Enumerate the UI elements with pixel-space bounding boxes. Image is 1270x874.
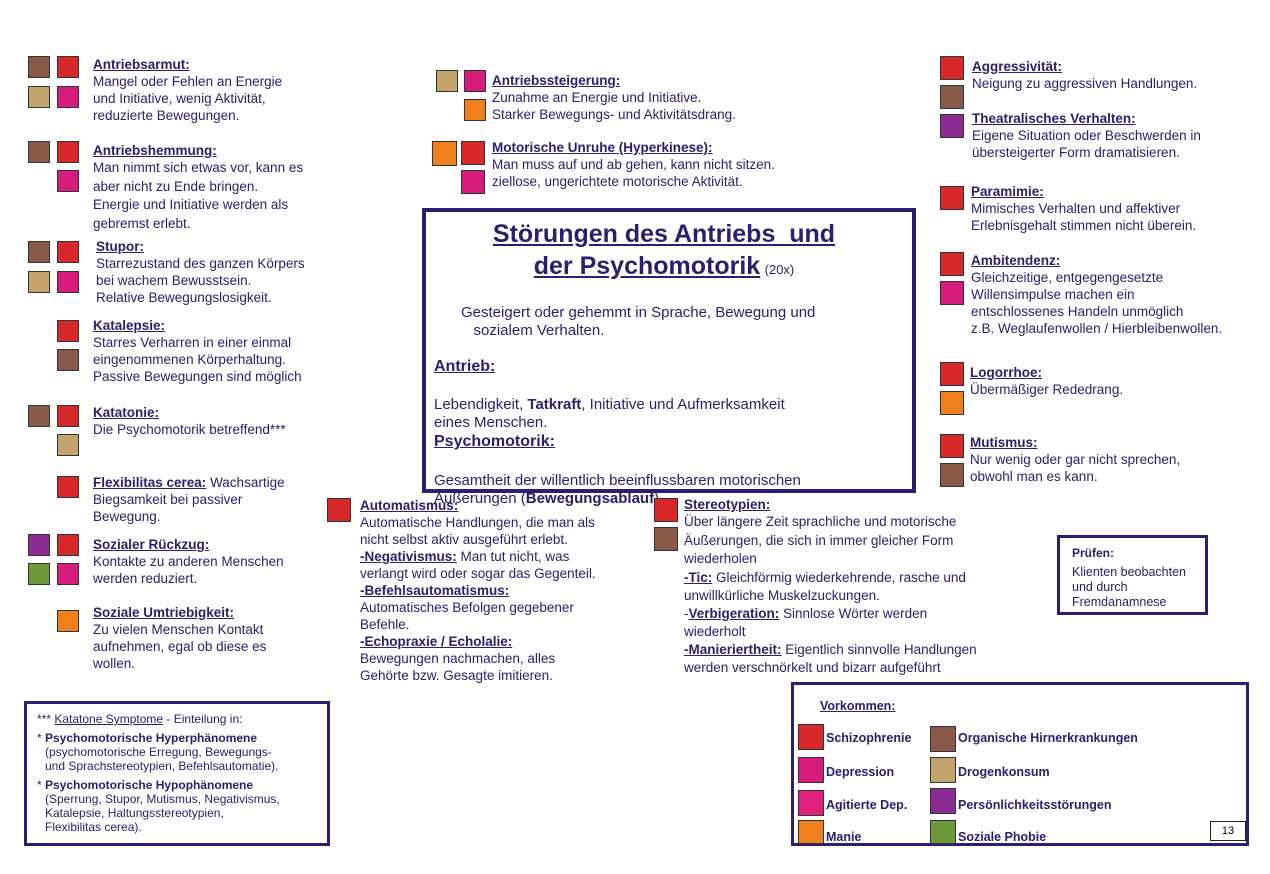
legend-label-persoenlichkeit: Persönlichkeitsstörungen <box>958 798 1112 812</box>
legend-label-manie: Manie <box>826 830 862 844</box>
katatone-header: *** Katatone Symptome - Einteilung in: <box>37 712 243 726</box>
legend-square-schizophrenie <box>327 498 351 522</box>
text-automatismus: Automatische Handlungen, die man als nicht selbst aktiv ausgeführt erlebt. <box>360 515 595 547</box>
antrieb-heading: Antrieb: <box>434 358 496 375</box>
legend-square-manie <box>57 610 79 632</box>
legend-square-depression <box>461 170 485 194</box>
text-stupor: Starrezustand des ganzen Körpers bei wachem Bewusstsein. Relative Bewegungslosigkeit. <box>96 256 305 305</box>
heading-automatismus: Automatismus: <box>360 498 459 513</box>
section-logorrhoe <box>970 365 1123 398</box>
legend-label-phobie: Soziale Phobie <box>958 830 1047 844</box>
text-ambitendenz: Gleichzeitige, entgegengesetzte Willensimpulse machen ein entschlossenes Handeln unmöglich z.B. Weglaufenwollen / Hierbleibenwollen. <box>971 270 1223 336</box>
katatone-symptome-box: *** Katatone Symptome - Einteilung in: * Psychomotorische Hyperphänomene (psychomotorische Erregung, Bewegungs- und Sprachstereotypien, Befehlsautomatie). * Psychomotorische Hypophänomene (Sperrung, Stupor, Mutismus, Negativismus, Katalepsie, Haltungsstereotypien, Flexibilitas cerea). <box>24 701 330 846</box>
text-befehlsautomatismus: Automatisches Befolgen gegebener Befehle. <box>360 600 574 632</box>
psychomotorik-heading: Psychomotorik: <box>434 433 555 450</box>
section-katatonie <box>93 405 286 438</box>
main-title-line2: der Psychomotorik <box>533 252 761 280</box>
text-antriebshemmung: Man nimmt sich etwas vor, kann es aber nicht zu Ende bringen. Energie und Initiative werden als gebremst erlebt. <box>93 160 304 231</box>
section-flexibilitas <box>93 475 285 525</box>
legend-square-schizophrenie <box>57 56 79 78</box>
text-logorrhoe: Übermäßiger Rededrang. <box>970 382 1124 397</box>
heading-manieriertheit: -Manieriertheit: <box>684 641 782 657</box>
legend-square-drogen <box>57 434 79 456</box>
legend-label-drogen: Drogenkonsum <box>958 765 1050 779</box>
text-tic: Gleichförmig wiederkehrende, rasche und unwillkürliche Muskelzuckungen. <box>684 569 966 603</box>
pruefen-title: Prüfen: <box>1072 546 1114 560</box>
text-motorische-unruhe: Man muss auf und ab gehen, kann nicht sitzen. ziellose, ungerichtete motorische Aktivität. <box>492 157 775 189</box>
heading-aggressivitaet: Aggressivität: <box>972 59 1063 74</box>
heading-antriebshemmung: Antriebshemmung: <box>93 143 217 158</box>
heading-befehlsautomatismus: -Befehlsautomatismus: <box>360 583 510 598</box>
legend-key-schizophrenie <box>798 724 824 750</box>
legend-square-organisch <box>654 527 678 551</box>
legend-square-persoenlichkeit <box>940 114 964 138</box>
legend-square-organisch <box>940 85 964 109</box>
legend-key-phobie <box>930 820 956 844</box>
legend-square-drogen <box>436 70 458 92</box>
legend-square-organisch <box>28 141 50 163</box>
section-sozialer-rueckzug <box>93 537 284 587</box>
hyper-text: (psychomotorische Erregung, Bewegungs- und Sprachstereotypien, Befehlsautomatie). <box>45 745 279 773</box>
legend-square-organisch <box>28 56 50 78</box>
heading-theatralisch: Theatralisches Verhalten: <box>972 111 1136 126</box>
legend-square-schizophrenie <box>654 498 678 522</box>
vorkommen-title: Vorkommen: <box>820 699 896 713</box>
legend-label-agitierte: Agitierte Dep. <box>826 798 908 812</box>
main-intro: Gesteigert oder gehemmt in Sprache, Bewegung und sozialem Verhalten. <box>461 304 816 339</box>
legend-square-schizophrenie <box>57 320 79 342</box>
text-antriebssteigerung: Zunahme an Energie und Initiative. Starker Bewegungs- und Aktivitätsdrang. <box>492 90 736 122</box>
heading-katalepsie: Katalepsie: <box>93 318 166 333</box>
text-negativismus: Man tut nicht, was verlangt wird oder sogar das Gegenteil. <box>360 549 596 581</box>
hypo-title: Psychomotorische Hypophänomene <box>45 778 254 792</box>
legend-label-organisch: Organische Hirnerkrankungen <box>958 731 1138 745</box>
section-antriebshemmung <box>93 143 303 233</box>
text-theatralisch: Eigene Situation oder Beschwerden in übersteigerter Form dramatisieren. <box>972 128 1201 160</box>
legend-square-depression <box>57 170 79 192</box>
section-paramimie <box>971 184 1196 234</box>
legend-label-schizophrenie: Schizophrenie <box>826 731 912 745</box>
section-antriebsarmut <box>93 57 282 124</box>
legend-label-depression: Depression <box>826 765 895 779</box>
legend-square-schizophrenie <box>940 362 964 386</box>
legend-square-schizophrenie <box>940 186 964 210</box>
heading-mutismus: Mutismus: <box>970 435 1038 450</box>
main-title-line1: Störungen des Antriebs und <box>492 220 836 248</box>
legend-key-agitierte <box>798 790 824 816</box>
antrieb-definition: Lebendigkeit, Tatkraft, Initiative und Aufmerksamkeit eines Menschen. <box>434 396 785 431</box>
legend-square-schizophrenie <box>57 141 79 163</box>
heading-antriebssteigerung: Antriebssteigerung: <box>492 73 621 88</box>
section-motorische-unruhe <box>492 140 775 190</box>
legend-key-depression <box>798 757 824 783</box>
text-antriebsarmut: Mangel oder Fehlen an Energie und Initiative, wenig Aktivität, reduzierte Bewegungen. <box>93 74 283 123</box>
text-katatonie: Die Psychomotorik betreffend*** <box>93 422 286 437</box>
text-stereotypien: Über längere Zeit sprachliche und motorische Äußerungen, die sich in immer gleicher Form wiederholen <box>684 514 957 566</box>
section-mutismus <box>970 435 1180 485</box>
heading-stupor: Stupor: <box>96 239 144 254</box>
legend-square-depression <box>57 271 79 293</box>
heading-ambitendenz: Ambitendenz: <box>971 253 1061 268</box>
vorkommen-legend-box <box>791 682 1249 846</box>
page-number: 13 <box>1210 821 1246 841</box>
heading-motorische-unruhe: Motorische Unruhe (Hyperkinese): <box>492 140 713 155</box>
legend-square-organisch <box>28 241 50 263</box>
legend-key-persoenlichkeit <box>930 788 956 814</box>
text-soziale-umtriebigkeit: Zu vielen Menschen Kontakt aufnehmen, egal ob diese es wollen. <box>93 622 267 671</box>
heading-paramimie: Paramimie: <box>971 184 1044 199</box>
text-verbigeration: Sinnlose Wörter werden wiederholt <box>684 605 928 639</box>
legend-square-manie <box>464 99 486 121</box>
legend-square-depression <box>57 563 79 585</box>
legend-square-schizophrenie <box>57 241 79 263</box>
heading-negativismus: -Negativismus: <box>360 549 457 564</box>
legend-square-persoenlichkeit <box>28 534 50 556</box>
heading-katatonie: Katatonie: <box>93 405 160 420</box>
heading-sozialer-rueckzug: Sozialer Rückzug: <box>93 537 210 552</box>
section-antriebssteigerung <box>492 73 736 123</box>
legend-key-drogen <box>930 757 956 783</box>
legend-square-drogen <box>28 271 50 293</box>
pruefen-text: Klienten beobachten und durch Fremdanamnese <box>1072 565 1186 609</box>
text-mutismus: Nur wenig oder gar nicht sprechen, obwohl man es kann. <box>970 452 1181 484</box>
heading-stereotypien: Stereotypien: <box>684 497 771 512</box>
text-aggressivitaet: Neigung zu aggressiven Handlungen. <box>972 76 1198 91</box>
heading-antriebsarmut: Antriebsarmut: <box>93 57 190 72</box>
heading-echopraxie: -Echopraxie / Echolalie: <box>360 634 513 649</box>
legend-square-phobie <box>28 563 50 585</box>
legend-square-depression <box>940 281 964 305</box>
text-echopraxie: Bewegungen nachmachen, alles Gehörte bzw. Gesagte imitieren. <box>360 651 556 683</box>
legend-square-schizophrenie <box>940 434 964 458</box>
hypo-text: (Sperrung, Stupor, Mutismus, Negativismus, Katalepsie, Haltungsstereotypien, Flexibilitas cerea). <box>45 792 280 834</box>
heading-logorrhoe: Logorrhoe: <box>970 365 1042 380</box>
pruefen-box <box>1057 535 1208 615</box>
heading-flexibilitas: Flexibilitas cerea: <box>93 475 207 490</box>
legend-square-organisch <box>57 349 79 371</box>
legend-square-depression <box>57 86 79 108</box>
legend-square-drogen <box>28 86 50 108</box>
text-katalepsie: Starres Verharren in einer einmal eingenommenen Körperhaltung. Passive Bewegungen sind möglich <box>93 335 302 384</box>
legend-square-depression <box>464 70 486 92</box>
section-katalepsie <box>93 318 302 385</box>
section-ambitendenz <box>971 253 1222 337</box>
psychomotorik-definition: Gesamtheit der willentlich beeinflussbaren motorischen Äußerungen (Bewegungsablauf <box>434 472 801 507</box>
legend-square-schizophrenie <box>940 252 964 276</box>
legend-key-manie <box>798 820 824 844</box>
legend-square-manie <box>432 141 457 166</box>
legend-square-organisch <box>28 405 50 427</box>
heading-verbigeration: Verbigeration: <box>688 605 780 621</box>
heading-soziale-umtriebigkeit: Soziale Umtriebigkeit: <box>93 605 235 620</box>
legend-square-organisch <box>940 463 964 487</box>
section-stupor <box>96 239 305 306</box>
legend-key-organisch <box>930 726 956 752</box>
legend-square-schizophrenie <box>940 56 964 80</box>
section-aggressivitaet <box>972 59 1197 92</box>
text-sozialer-rueckzug: Kontakte zu anderen Menschen werden reduziert. <box>93 554 284 586</box>
text-flexibilitas-inline: Wachsartige <box>206 475 285 490</box>
text-manieriertheit: Eigentlich sinnvolle Handlungen werden verschnörkelt und bizarr aufgeführt <box>684 641 977 675</box>
section-stereotypien: Stereotypien: Über längere Zeit sprachliche und motorische Äußerungen, die sich in immer gleicher Form wiederholen -Tic: Gleichförmig wiederkehrende, rasche und unwillkürliche Muskelzuckungen. -Verbigeration: Sinnlose Wörter werden wiederholt -Manieriertheit: Eigentlich sinnvolle Handlungen werden verschnörkelt und bizarr aufgeführt <box>684 497 977 675</box>
legend-square-schizophrenie <box>461 141 485 165</box>
hyper-title: Psychomotorische Hyperphänomene <box>45 731 258 745</box>
legend-square-schizophrenie <box>57 534 79 556</box>
katatone-title: Katatone Symptome <box>54 712 164 726</box>
section-automatismus <box>360 498 596 684</box>
text-flexibilitas: Biegsamkeit bei passiver Bewegung. <box>93 492 243 524</box>
legend-square-manie <box>940 391 964 415</box>
legend-square-schizophrenie <box>57 405 79 427</box>
section-theatralisch <box>972 111 1201 161</box>
heading-tic: -Tic: <box>684 569 713 585</box>
legend-square-schizophrenie <box>57 476 79 498</box>
section-soziale-umtriebigkeit <box>93 605 266 672</box>
main-title-count: (20x) <box>764 262 795 277</box>
text-paramimie: Mimisches Verhalten und affektiver Erlebnisgehalt stimmen nicht überein. <box>971 201 1197 233</box>
